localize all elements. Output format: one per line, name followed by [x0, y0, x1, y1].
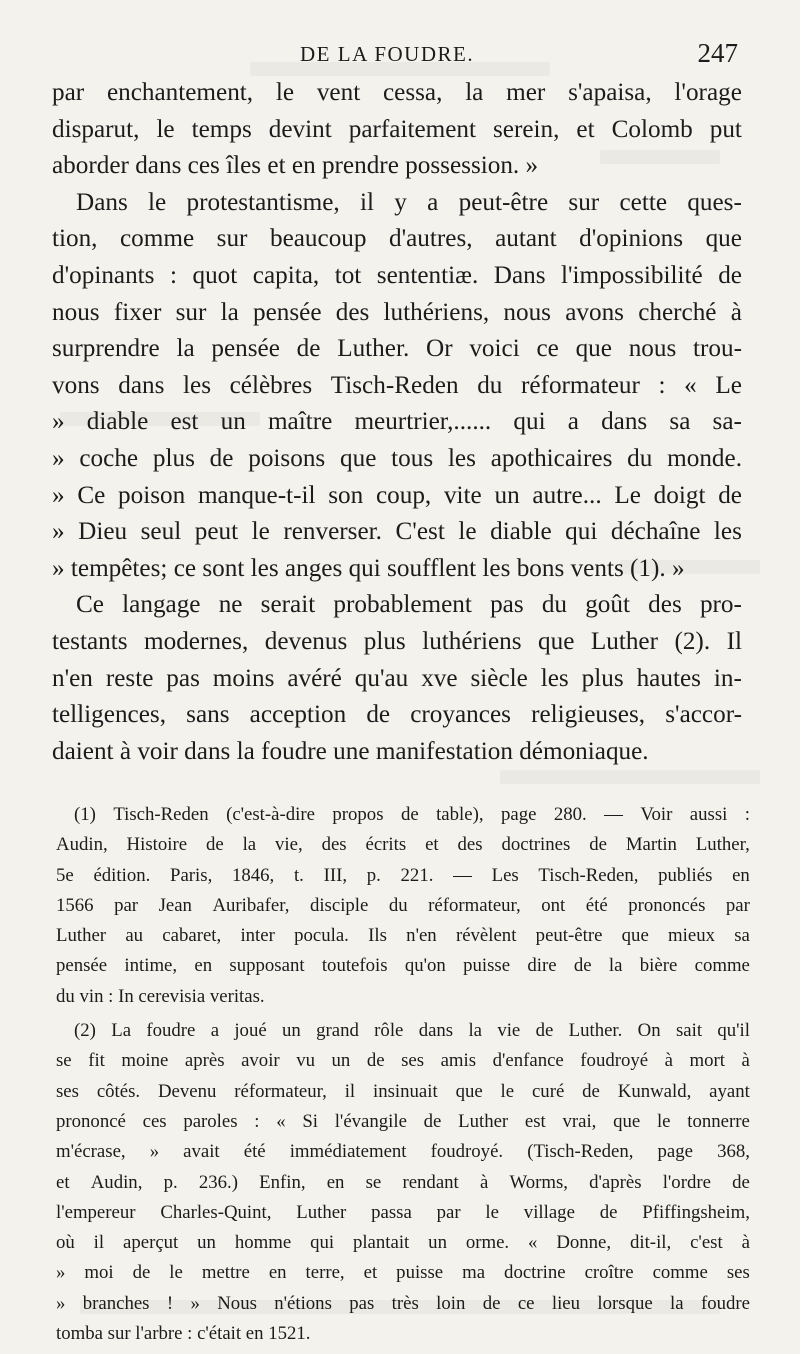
footnote-line: ses côtés. Devenu réformateur, il insinuait que le curé de Kunwald, ayant	[56, 1080, 750, 1102]
footnote-line: prononcé ces paroles : « Si l'évangile de Luther est vrai, que le tonnerre	[56, 1110, 750, 1132]
text-line: nous fixer sur la pensée des luthériens, nous avons cherché à	[52, 298, 742, 326]
footnote-line: Audin, Histoire de la vie, des écrits et des doctrines de Martin Luther,	[56, 834, 750, 856]
footnote-line: (1) Tisch-Reden (c'est-à-dire propos de table), page 280. — Voir aussi :	[74, 804, 750, 825]
text-line: » Ce poison manque-t-il son coup, vite un autre... Le doigt de	[52, 481, 742, 509]
text-line: par enchantement, le vent cessa, la mer s'apaisa, l'orage	[52, 79, 742, 106]
footnote-line: se fit moine après avoir vu un de ses amis d'enfance foudroyé à mort à	[56, 1050, 750, 1072]
footnotes	[56, 800, 750, 1349]
footnote-line: 5e édition. Paris, 1846, t. III, p. 221. — Les Tisch-Reden, publiés en	[56, 864, 750, 886]
page-number: 247	[697, 38, 738, 68]
text-line: testants modernes, devenus plus luthériens que Luther (2). Il	[52, 627, 742, 655]
footnote-line: pensée intime, en supposant toutefois qu'on puisse dire de la bière comme	[56, 955, 750, 977]
footnote-line: l'empereur Charles-Quint, Luther passa par le village de Pfiffingsheim,	[56, 1201, 750, 1223]
footnote-line: du vin : In cerevisia veritas.	[56, 985, 265, 1007]
text-line: telligences, sans acception de croyances religieuses, s'accor-	[52, 701, 742, 729]
footnote-line: 1566 par Jean Auribafer, disciple du réformateur, ont été prononcés par	[56, 894, 750, 916]
text-line: d'opinants : quot capita, tot sententiæ. Dans l'impossibilité de	[52, 261, 742, 289]
text-line: » Dieu seul peut le renverser. C'est le diable qui déchaîne les	[52, 518, 742, 546]
text-line: Ce langage ne serait probablement pas du goût des pro-	[76, 591, 742, 619]
main-text	[52, 75, 742, 770]
footnote-line: où il aperçut un homme qui plantait un orme. « Donne, dit-il, c'est à	[56, 1232, 750, 1254]
running-title: DE LA FOUDRE.	[300, 42, 475, 66]
text-line: » diable est un maître meurtrier,...... qui a dans sa sa-	[52, 408, 742, 436]
page-header	[0, 38, 800, 78]
footnote-line: m'écrase, » avait été immédiatement foudroyé. (Tisch-Reden, page 368,	[56, 1141, 750, 1163]
text-line: disparut, le temps devint parfaitement serein, et Colomb put	[52, 115, 742, 143]
text-line: Dans le protestantisme, il y a peut-être sur cette ques-	[76, 188, 742, 216]
text-line: surprendre la pensée de Luther. Or voici ce que nous trou-	[52, 335, 742, 363]
text-line: tion, comme sur beaucoup d'autres, autant d'opinions que	[52, 225, 742, 253]
text-line: » coche plus de poisons que tous les apothicaires du monde.	[52, 444, 742, 472]
text-line: » tempêtes; ce sont les anges qui soufflent les bons vents (1). »	[52, 554, 685, 582]
text-line: n'en reste pas moins avéré qu'au xve siècle les plus hautes in-	[52, 664, 742, 692]
footnote-line: tomba sur l'arbre : c'était en 1521.	[56, 1323, 311, 1345]
footnote-line: » moi de le mettre en terre, et puisse ma doctrine croître comme ses	[56, 1262, 750, 1284]
text-line: aborder dans ces îles et en prendre possession. »	[52, 152, 539, 180]
footnote-line: » branches ! » Nous n'étions pas très loin de ce lieu lorsque la foudre	[56, 1292, 750, 1314]
footnote-line: Luther au cabaret, inter pocula. Ils n'en révèlent peut-être que mieux sa	[56, 925, 750, 947]
text-line: daient à voir dans la foudre une manifestation démoniaque.	[52, 737, 649, 765]
footnote-line: et Audin, p. 236.) Enfin, en se rendant à Worms, d'après l'ordre de	[56, 1171, 750, 1193]
text-line: vons dans les célèbres Tisch-Reden du réformateur : « Le	[52, 371, 742, 399]
footnote-line: (2) La foudre a joué un grand rôle dans la vie de Luther. On sait qu'il	[74, 1020, 750, 1042]
